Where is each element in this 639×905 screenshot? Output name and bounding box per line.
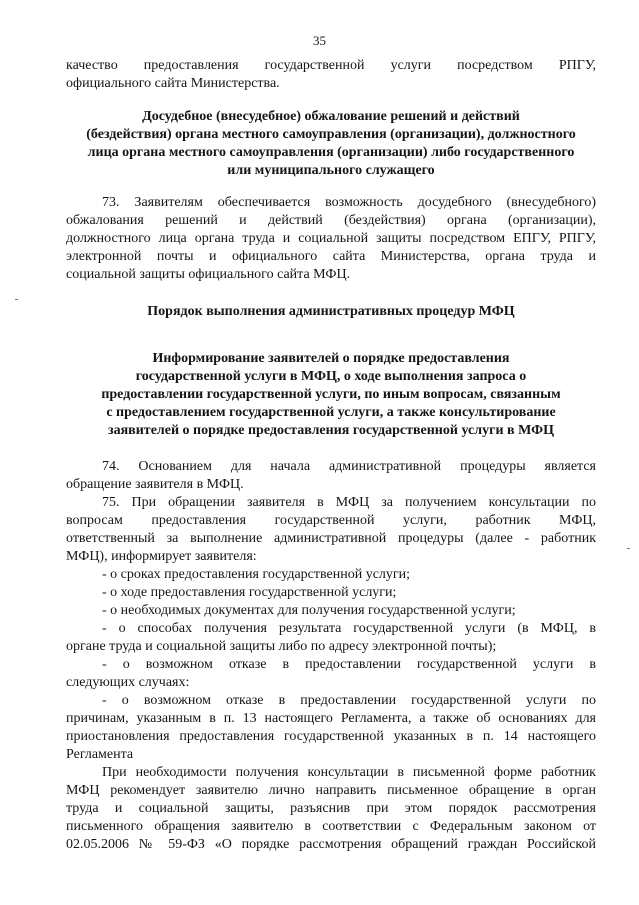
text-line: обжалования решений и действий (бездействия) органа (организации), [66,213,596,228]
text-line: письменного обращения заявителю в соответствии с Федеральным законом от [66,819,596,834]
list-item: - о необходимых документах для получения государственной услуги; [102,603,516,618]
paragraph-74 [66,458,596,494]
heading-line: лица органа местного самоуправления (организации) либо государственного [87,145,575,160]
list-item: - о возможном отказе в предоставлении государственной услуги по [102,693,596,708]
heading-line: Информирование заявителей о порядке предоставления [152,351,510,366]
text-line: обращение заявителя в МФЦ. [66,477,244,492]
bullet-list [66,566,596,764]
text-line: 74. Основанием для начала административной процедуры является [102,459,596,474]
text-line: При необходимости получения консультации в письменной форме работник [102,765,596,780]
text-line: следующих случаях: [66,675,190,690]
heading-line: государственной услуги в МФЦ, о ходе выполнения запроса о [135,369,527,384]
text-line: социальной защиты официального сайта МФЦ. [66,267,351,282]
text-line: труда и социальной защиты, разъяснив при этом порядок рассмотрения [66,801,596,816]
text-line: должностного лица органа труда и социальной защиты посредством ЕПГУ, РПГУ, [66,231,596,246]
heading-line: предоставлении государственной услуги, по иным вопросам, связанным [101,387,561,402]
heading-line: Досудебное (внесудебное) обжалование решений и действий [142,109,520,124]
scan-artifact [627,548,630,549]
section-heading-informing [66,350,596,440]
text-line: 75. При обращении заявителя в МФЦ за получением консультации по [102,495,596,510]
heading-line: (бездействия) органа местного самоуправления (организации), должностного [86,127,576,142]
intro-paragraph [66,57,596,93]
list-item: - о способах получения результата государственной услуги (в МФЦ, в [102,621,596,636]
scan-artifact [15,299,18,300]
text-line: МФЦ рекомендует заявителю лично направить письменное обращение в орган [66,783,596,798]
text-line: ответственный за выполнение административной процедуры (далее - работник [66,531,596,546]
paragraph-consultation [66,764,596,854]
list-item: - о сроках предоставления государственной услуги; [102,567,411,582]
text-line: официального сайта Министерства. [66,76,280,91]
text-line: электронной почты и официального сайта Министерства, органа труда и [66,249,596,264]
section-heading-procedures: Порядок выполнения административных процедур МФЦ [147,304,515,319]
text-line: вопросам предоставления государственной услуги, работник МФЦ, [66,513,596,528]
text-line: приостановления предоставления государственной указанных в п. 14 настоящего [66,729,596,744]
list-item: - о ходе предоставления государственной услуги; [102,585,397,600]
paragraph-73 [66,194,596,284]
text-line: Регламента [66,747,134,762]
heading-line: заявителей о порядке предоставления государственной услуги в МФЦ [107,423,555,438]
text-line: причинам, указанным в п. 13 настоящего Регламента, а также об основаниях для [66,711,596,726]
text-line: 73. Заявителям обеспечивается возможность досудебного (внесудебного) [102,195,596,210]
heading-line: с предоставлением государственной услуги, а также консультирование [106,405,556,420]
page-number: 35 [313,33,326,48]
heading-line: или муниципального служащего [227,163,435,178]
text-line: качество предоставления государственной услуги посредством РПГУ, [66,58,596,73]
text-line: органе труда и социальной защиты либо по адресу электронной почты); [66,639,497,654]
list-item: - о возможном отказе в предоставлении государственной услуги в [102,657,596,672]
paragraph-75 [66,494,596,566]
text-line: МФЦ), информирует заявителя: [66,549,257,564]
section-heading-appeal [66,108,596,180]
text-line: 02.05.2006 № 59-ФЗ «О порядке рассмотрения обращений граждан Российской [66,837,596,852]
